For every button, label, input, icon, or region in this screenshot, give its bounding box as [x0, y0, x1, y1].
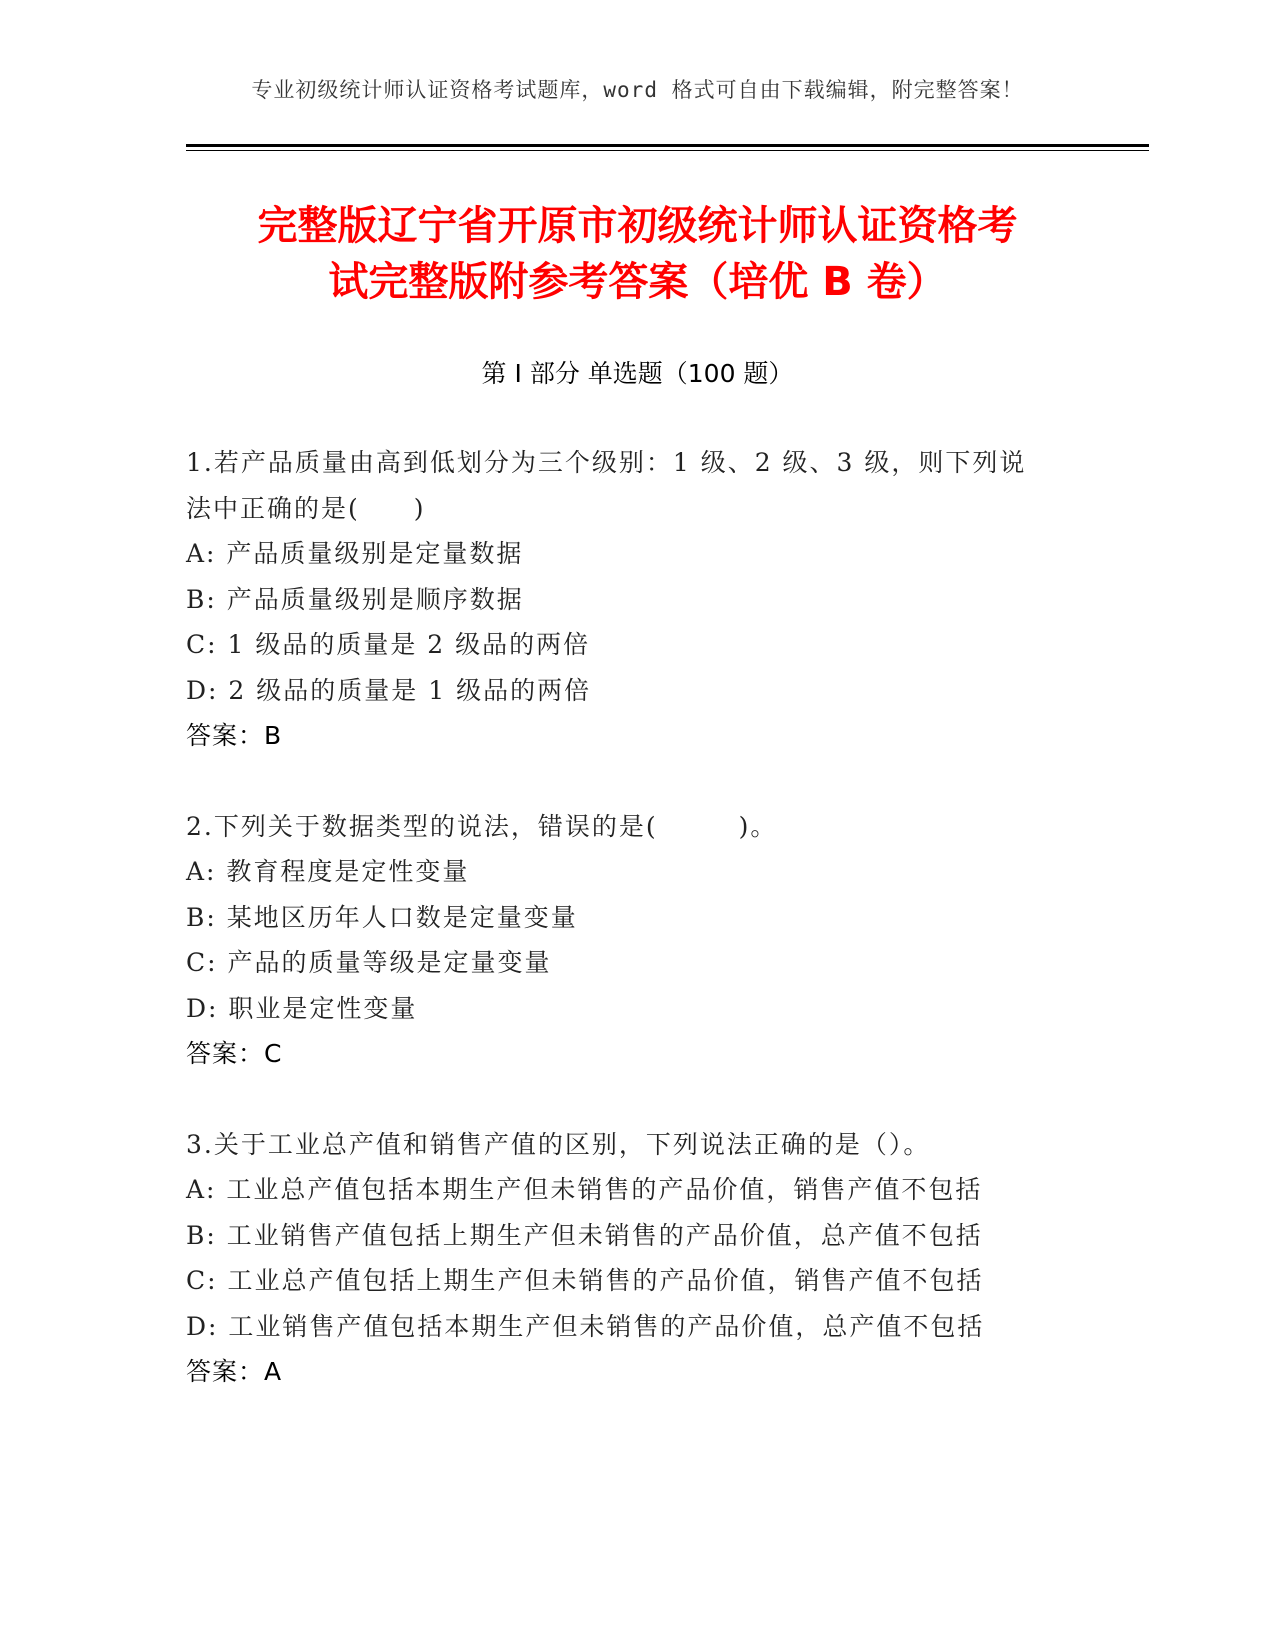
option-c: C: 工业总产值包括上期生产但未销售的产品价值，销售产值不包括 [186, 1266, 984, 1295]
option-d: D: 2 级品的质量是 1 级品的两倍 [186, 675, 592, 705]
question-3 [186, 1122, 1086, 1395]
option-d: D: 工业销售产值包括本期生产但未销售的产品价值，总产值不包括 [186, 1311, 985, 1341]
title-line-1: 完整版辽宁省开原市初级统计师认证资格考 [257, 203, 1018, 249]
answer: 答案：A [186, 1357, 283, 1386]
option-a: A: 工业总产值包括本期生产但未销售的产品价值，销售产值不包括 [186, 1175, 983, 1204]
option-a: A: 教育程度是定性变量 [186, 857, 470, 886]
header-rule-thick [186, 144, 1149, 147]
question-1 [186, 440, 1086, 759]
option-b: B: 产品质量级别是顺序数据 [186, 584, 524, 614]
document-title [186, 198, 1089, 310]
title-line-2: 试完整版附参考答案（培优 B 卷） [328, 259, 947, 305]
header-rule-thin [186, 150, 1149, 151]
answer: 答案：C [186, 1039, 283, 1068]
option-b: B: 某地区历年人口数是定量变量 [186, 902, 578, 932]
question-stem: 1.若产品质量由高到低划分为三个级别：1 级、2 级、3 级，则下列说 [186, 448, 1027, 477]
question-stem-continued: 法中正确的是( ) [186, 493, 426, 523]
question-stem: 3.关于工业总产值和销售产值的区别，下列说法正确的是（）。 [186, 1129, 931, 1159]
option-c: C: 产品的质量等级是定量变量 [186, 948, 552, 977]
option-c: C: 1 级品的质量是 2 级品的两倍 [186, 630, 591, 659]
option-b: B: 工业销售产值包括上期生产但未销售的产品价值，总产值不包括 [186, 1220, 983, 1250]
answer: 答案：B [186, 721, 283, 750]
question-2 [186, 804, 1086, 1077]
option-a: A: 产品质量级别是定量数据 [186, 539, 524, 568]
question-stem: 2.下列关于数据类型的说法，错误的是( )。 [186, 811, 778, 841]
header-note: 专业初级统计师认证资格考试题库，word 格式可自由下载编辑，附完整答案！ [251, 78, 1024, 102]
section-title: 第 I 部分 单选题（100 题） [481, 359, 794, 388]
option-d: D: 职业是定性变量 [186, 993, 418, 1023]
question-list [186, 440, 1086, 1440]
